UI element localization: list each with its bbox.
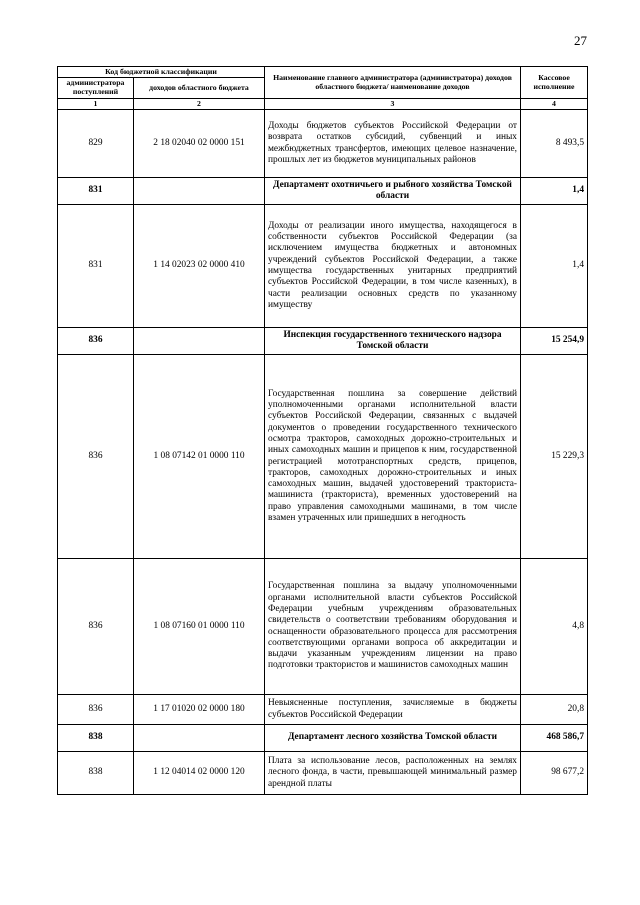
cell-name: Доходы бюджетов субъектов Российской Федерации от возврата остатков субсидий, субвенций и иных межбюджетных трансфертов, имеющих целевое назначение, прошлых лет из бюджетов муниципальных районов xyxy=(265,110,521,178)
cell-amount: 1,4 xyxy=(521,205,588,328)
cell-name: Доходы от реализации иного имущества, находящегося в собственности субъектов Российской Федерации (за исключением имущества бюджетных и автономных учреждений субъектов Российской Федерации, а также имущества государственных унитарных предприятий субъектов Российской Федерации, в том числе казенных), в части реализации основных средств по указанному имуществу xyxy=(265,205,521,328)
cell-name: Невыясненные поступления, зачисляемые в бюджеты субъектов Российской Федерации xyxy=(265,695,521,725)
cell-admin: 836 xyxy=(58,695,134,725)
cell-code: 1 12 04014 02 0000 120 xyxy=(134,752,265,795)
header-num-1: 1 xyxy=(58,99,134,110)
header-row-group xyxy=(58,67,588,78)
header-num-2: 2 xyxy=(134,99,265,110)
cell-amount: 4,8 xyxy=(521,559,588,695)
cell-amount: 98 677,2 xyxy=(521,752,588,795)
cell-code: 2 18 02040 02 0000 151 xyxy=(134,110,265,178)
cell-department-name: Инспекция государственного технического надзора Томской области xyxy=(265,328,521,355)
department-row xyxy=(58,328,588,355)
table-row xyxy=(58,205,588,328)
cell-code: 1 17 01020 02 0000 180 xyxy=(134,695,265,725)
cell-department-name: Департамент лесного хозяйства Томской области xyxy=(265,725,521,752)
cell-code: 1 08 07160 01 0000 110 xyxy=(134,559,265,695)
cell-department-name: Департамент охотничьего и рыбного хозяйства Томской области xyxy=(265,178,521,205)
page-number: 27 xyxy=(574,33,587,48)
header-amount: Кассовое исполнение xyxy=(521,67,588,99)
header-num-4: 4 xyxy=(521,99,588,110)
cell-amount: 20,8 xyxy=(521,695,588,725)
cell-name: Плата за использование лесов, расположенных на землях лесного фонда, в части, превышающей минимальный размер арендной платы xyxy=(265,752,521,795)
header-num-3: 3 xyxy=(265,99,521,110)
cell-admin: 831 xyxy=(58,205,134,328)
department-row xyxy=(58,725,588,752)
header-classification-code: Код бюджетной классификации xyxy=(58,67,265,78)
header-name: Наименование главного администратора (администратора) доходов областного бюджета/ наименование доходов xyxy=(265,67,521,99)
cell-code: 1 08 07142 01 0000 110 xyxy=(134,355,265,559)
table-row xyxy=(58,355,588,559)
budget-table xyxy=(57,66,588,795)
cell-admin: 836 xyxy=(58,328,134,355)
cell-code xyxy=(134,725,265,752)
table-row xyxy=(58,752,588,795)
cell-admin: 836 xyxy=(58,355,134,559)
table-row xyxy=(58,559,588,695)
cell-amount: 1,4 xyxy=(521,178,588,205)
cell-code xyxy=(134,178,265,205)
table-row xyxy=(58,110,588,178)
cell-name: Государственная пошлина за выдачу уполномоченными органами исполнительной власти субъектов Российской Федерации учебным учреждениям образовательных свидетельств о соответствии требованиям оборудования и оснащенности образовательного процесса для рассмотрения соответствующими органами вопроса об аккредитации и выдачи указанным учреждениям лицензии на право подготовки трактористов и машинистов самоходных машин xyxy=(265,559,521,695)
cell-admin: 829 xyxy=(58,110,134,178)
header-income: доходов областного бюджета xyxy=(134,78,265,99)
cell-code xyxy=(134,328,265,355)
department-row xyxy=(58,178,588,205)
table-row xyxy=(58,695,588,725)
cell-amount: 468 586,7 xyxy=(521,725,588,752)
header-row-numbers xyxy=(58,99,588,110)
cell-amount: 15 229,3 xyxy=(521,355,588,559)
cell-admin: 831 xyxy=(58,178,134,205)
header-admin: администратора поступлений xyxy=(58,78,134,99)
cell-code: 1 14 02023 02 0000 410 xyxy=(134,205,265,328)
cell-name: Государственная пошлина за совершение действий уполномоченными органами исполнительной власти субъектов Российской Федерации, связанных с выдачей документов о проведении государственного технического осмотра тракторов, самоходных дорожно-строительных и иных самоходных машин и прицепов к ним, государственной регистрацией мототранспортных средств, прицепов, тракторов, самоходных дорожно-строительных и иных самоходных машин, выдачей удостоверений тракториста-машиниста (тракториста), временных удостоверений на право управления самоходными машинами, в том числе взамен утраченных или пришедших в негодность xyxy=(265,355,521,559)
cell-admin: 838 xyxy=(58,752,134,795)
cell-amount: 8 493,5 xyxy=(521,110,588,178)
cell-amount: 15 254,9 xyxy=(521,328,588,355)
cell-admin: 838 xyxy=(58,725,134,752)
cell-admin: 836 xyxy=(58,559,134,695)
